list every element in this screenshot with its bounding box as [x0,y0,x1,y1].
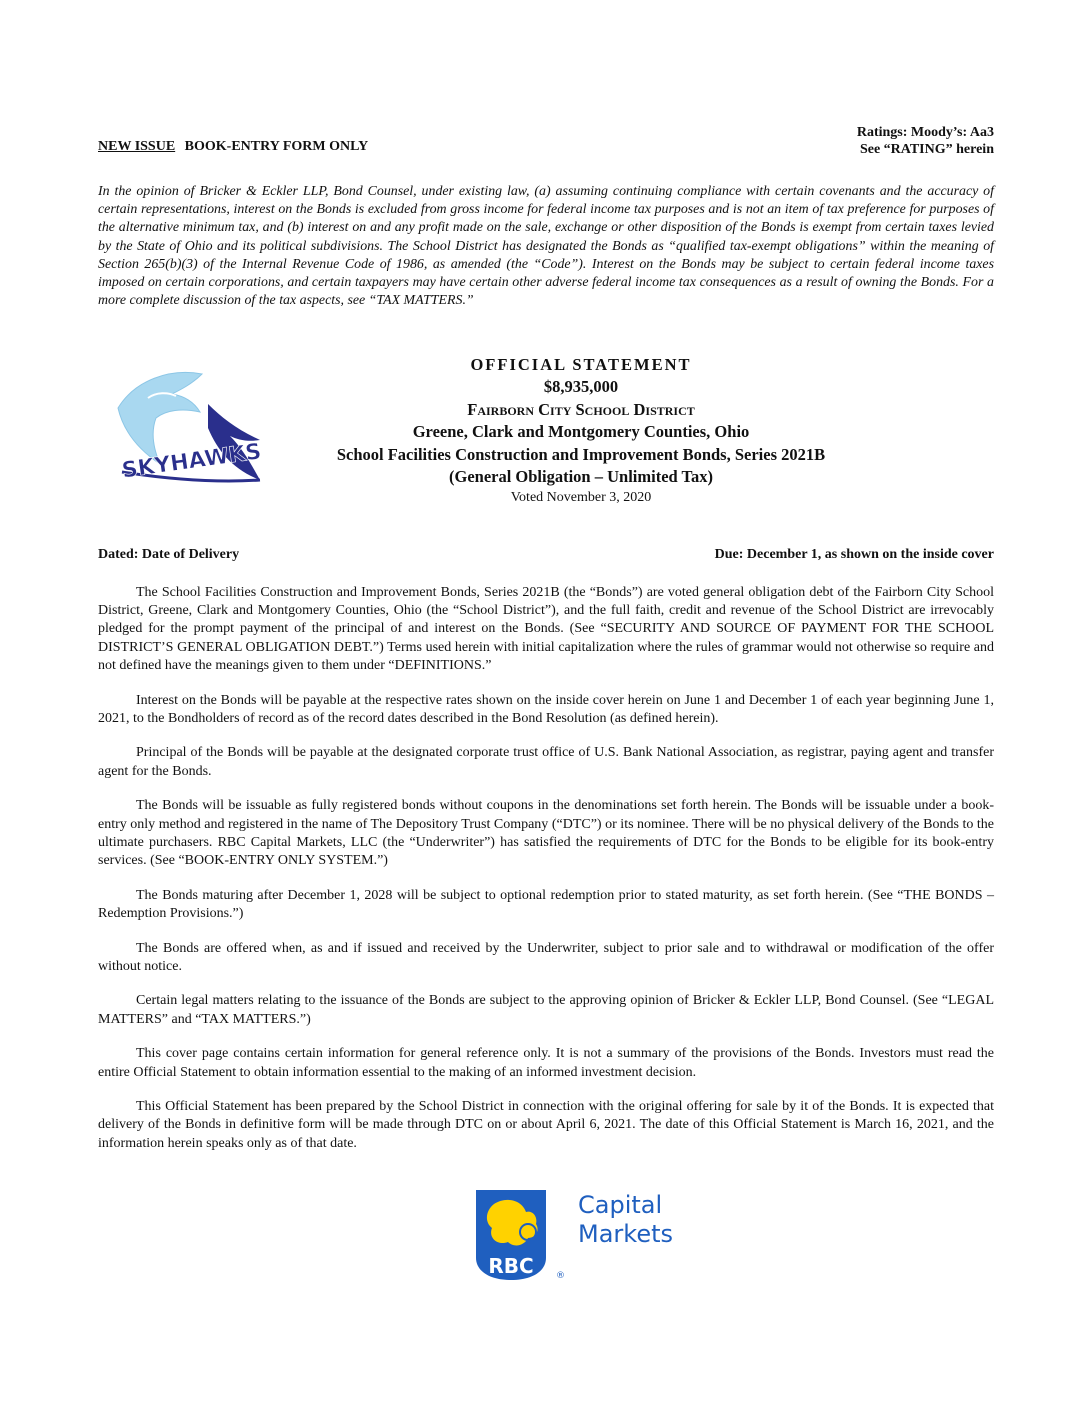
cover-body [98,584,994,1169]
official-statement-heading: OFFICIAL STATEMENT [470,355,692,374]
paragraph: This cover page contains certain information for general reference only. It is not a summary of the provisions of the Bonds. Investors must read the entire Official Statement to obtain information essential to the making of an informed investment decision. [98,1046,994,1080]
ratings-line: Ratings: Moody’s: Aa3 [856,125,994,140]
paragraph: This Official Statement has been prepared by the School District in connection with the original offering for sale by it of the Bonds. It is expected that delivery of the Bonds in definitive form will be made through DTC on or about April 6, 2021. The date of this Official Statement is March 16, 2021, and the information herein speaks only as of that date. [98,1099,994,1151]
rbc-wordmark: RBC [488,1254,534,1278]
book-entry-label: BOOK-ENTRY FORM ONLY [184,139,369,154]
bond-series-title: School Facilities Construction and Improvement Bonds, Series 2021B [336,444,826,464]
due-label: Due: December 1, as shown on the inside cover [714,547,994,562]
rbc-markets: Markets [578,1220,674,1248]
document-page [98,0,994,1408]
ratings-block [857,124,994,158]
issue-line [98,139,368,155]
new-issue-label: NEW ISSUE [98,139,176,154]
issuer-name: Fairborn City School District [467,399,695,419]
paragraph: Certain legal matters relating to the issuance of the Bonds are subject to the approving opinion of Bricker & Eckler LLP, Bond Counsel. (See “LEGAL MATTERS” and “TAX MATTERS.”) [98,993,994,1027]
title-block [98,354,1064,507]
obligation-type: (General Obligation – Unlimited Tax) [448,467,714,486]
bond-counsel-opinion: In the opinion of Bricker & Eckler LLP, Bond Counsel, under existing law, (a) assuming continuing compliance with certain covenants and the accuracy of certain representations, interest on the Bonds is excluded from gross income for federal income tax purposes and is not an item of tax preference for purposes of the alternative minimum tax, and (b) interest on and any profit made on the sale, exchange or other disposition of the Bonds is exempt from certain taxes levied by the State of Ohio and its political subdivisions. The School District has designated the Bonds as “qualified tax-exempt obligations” within the meaning of Section 265(b)(3) of the Internal Revenue Code of 1986, as amended (the “Code”). Interest on the Bonds may be subject to certain federal income taxes imposed on certain corporations, and certain taxpayers may have certain other adverse federal income tax consequences as a result of owning the Bonds. For a more complete discussion of the tax aspects, see “TAX MATTERS.” [98,184,994,309]
svg-text:SKYHAWKS: SKYHAWKS [120,439,263,484]
svg-text:®: ® [556,1271,565,1281]
rbc-capital-markets-text [578,1191,673,1249]
paragraph: The School Facilities Construction and Improvement Bonds, Series 2021B (the “Bonds”) are voted general obligation debt of the Fairborn City School District, Greene, Clark and Montgomery Counties, Ohio (the “School District”), and the full faith, credit and revenue of the School District are irrevocably pledged for the prompt payment of the principal of and interest on the Bonds. (See “SECURITY AND SOURCE OF PAYMENT FOR THE SCHOOL DISTRICT’S GENERAL OBLIGATION DEBT.”) Terms used herein with initial capitalization where the rules of grammar would not otherwise so require and not defined have the meanings given to them under “DEFINITIONS.” [98,585,994,673]
voted-date: Voted November 3, 2020 [510,489,652,505]
paragraph: The Bonds are offered when, as and if issued and received by the Underwriter, subject to prior sale and to withdrawal or modification of the offer without notice. [98,940,994,974]
counties: Greene, Clark and Montgomery Counties, Ohio [412,422,750,441]
paragraph: The Bonds will be issuable as fully registered bonds without coupons in the denominations set forth herein. The Bonds will be issuable under a book-entry only method and registered in the name of The Depository Trust Company (“DTC”) or its nominee. There will be no physical delivery of the Bonds to the ultimate purchasers. RBC Capital Markets, LLC (the “Underwriter”) has satisfied the requirements of DTC for the Bonds to be eligible for its book-entry services. (See “BOOK-ENTRY ONLY SYSTEM.”) [98,798,994,868]
paragraph: Interest on the Bonds will be payable at the respective rates shown on the inside cover herein on June 1 and December 1 of each year beginning June 1, 2021, to the Bondholders of record as of the record dates described in the Bond Resolution (as defined herein). [98,692,994,726]
issue-amount: $8,935,000 [543,377,619,396]
dated-label: Dated: Date of Delivery [98,547,240,562]
paragraph: The Bonds maturing after December 1, 2028 will be subject to optional redemption prior to stated maturity, as set forth herein. (See “THE BONDS – Redemption Provisions.”) [98,887,994,921]
paragraph: Principal of the Bonds will be payable at the designated corporate trust office of U.S. Bank National Association, as registrar, paying agent and transfer agent for the Bonds. [98,745,994,779]
rbc-capital: Capital [578,1191,663,1219]
ratings-reference: See “RATING” herein [859,142,994,157]
